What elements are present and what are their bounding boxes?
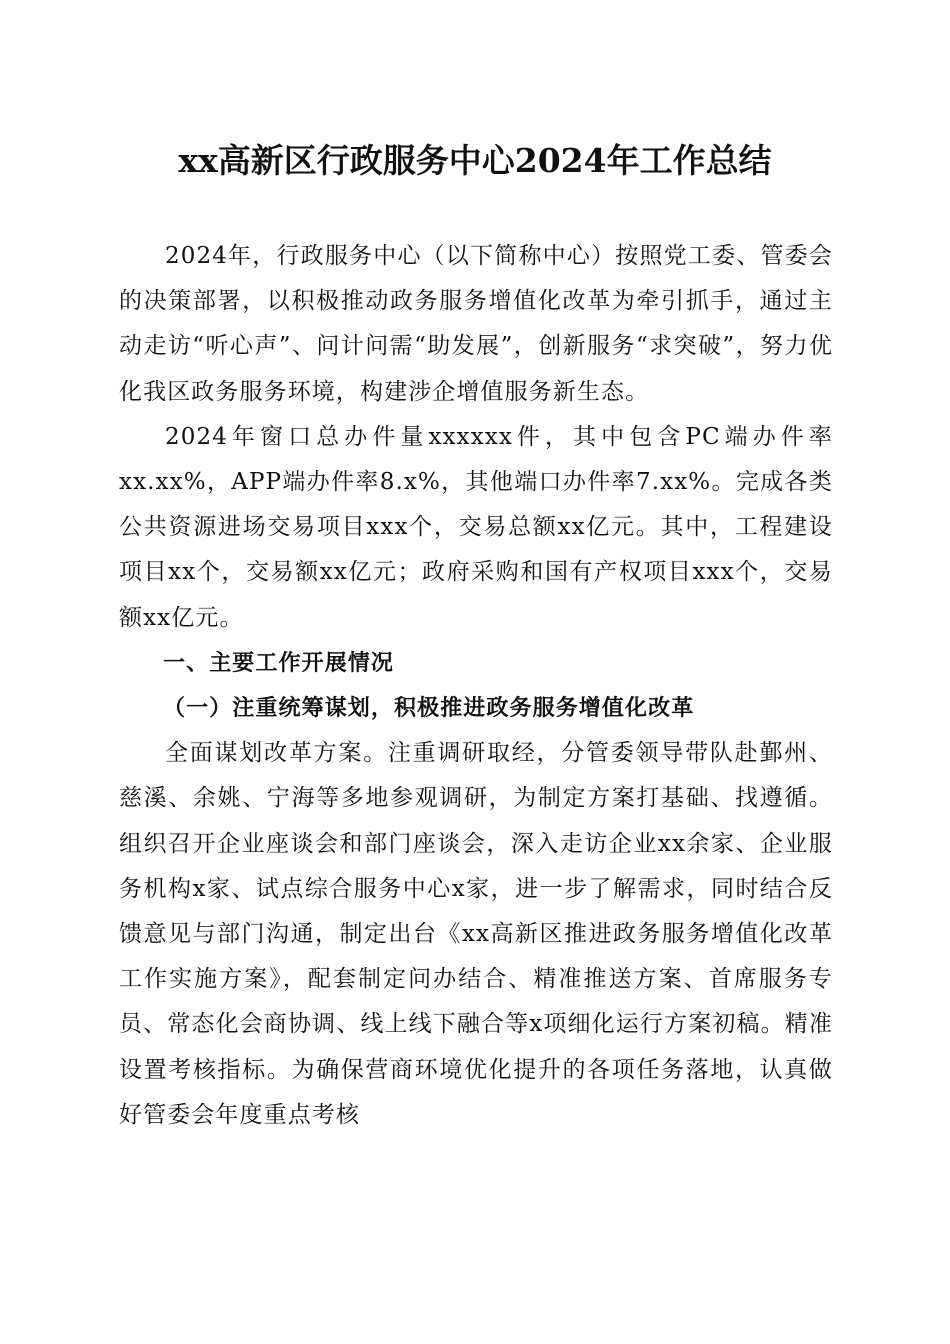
paragraph-reform-plan: 全面谋划改革方案。注重调研取经，分管委领导带队赴鄞州、慈溪、余姚、宁海等多地参观调研，为制定方案打基础、找遵循。组织召开企业座谈会和部门座谈会，深入走访企业xx余家、企业服务机构x家、试点综合服务中心x家，进一步了解需求，同时结合反馈意见与部门沟通，制定出台《xx高新区推进政务服务增值化改革工作实施方案》，配套制定问办结合、精准推送方案、首席服务专员、常态化会商协调、线上线下融合等x项细化运行方案初稿。精准设置考核指标。为确保营商环境优化提升的各项任务落地，认真做好管委会年度重点考核: [119, 740, 833, 1128]
document-body: [119, 234, 833, 1138]
document-title: xx高新区行政服务中心2024年工作总结: [178, 141, 772, 180]
paragraph-intro: 2024年，行政服务中心（以下简称中心）按照党工委、管委会的决策部署，以积极推动政务服务增值化改革为牵引抓手，通过主动走访“听心声”、问计问需“助发展”，创新服务“求突破”，努力优化我区政务服务环境，构建涉企增值服务新生态。: [119, 243, 833, 405]
paragraph-statistics: 2024年窗口总办件量xxxxxx件，其中包含PC端办件率xx.xx%，APP端办件率8.x%，其他端口办件率7.xx%。完成各类公共资源进场交易项目xxx个，交易总额xx亿元。其中，工程建设项目xx个，交易额xx亿元；政府采购和国有产权项目xxx个，交易额xx亿元。: [119, 423, 833, 631]
section-heading: 一、主要工作开展情况: [163, 650, 395, 676]
subsection-heading: （一）注重统筹谋划，积极推进政务服务增值化改革: [163, 695, 695, 722]
